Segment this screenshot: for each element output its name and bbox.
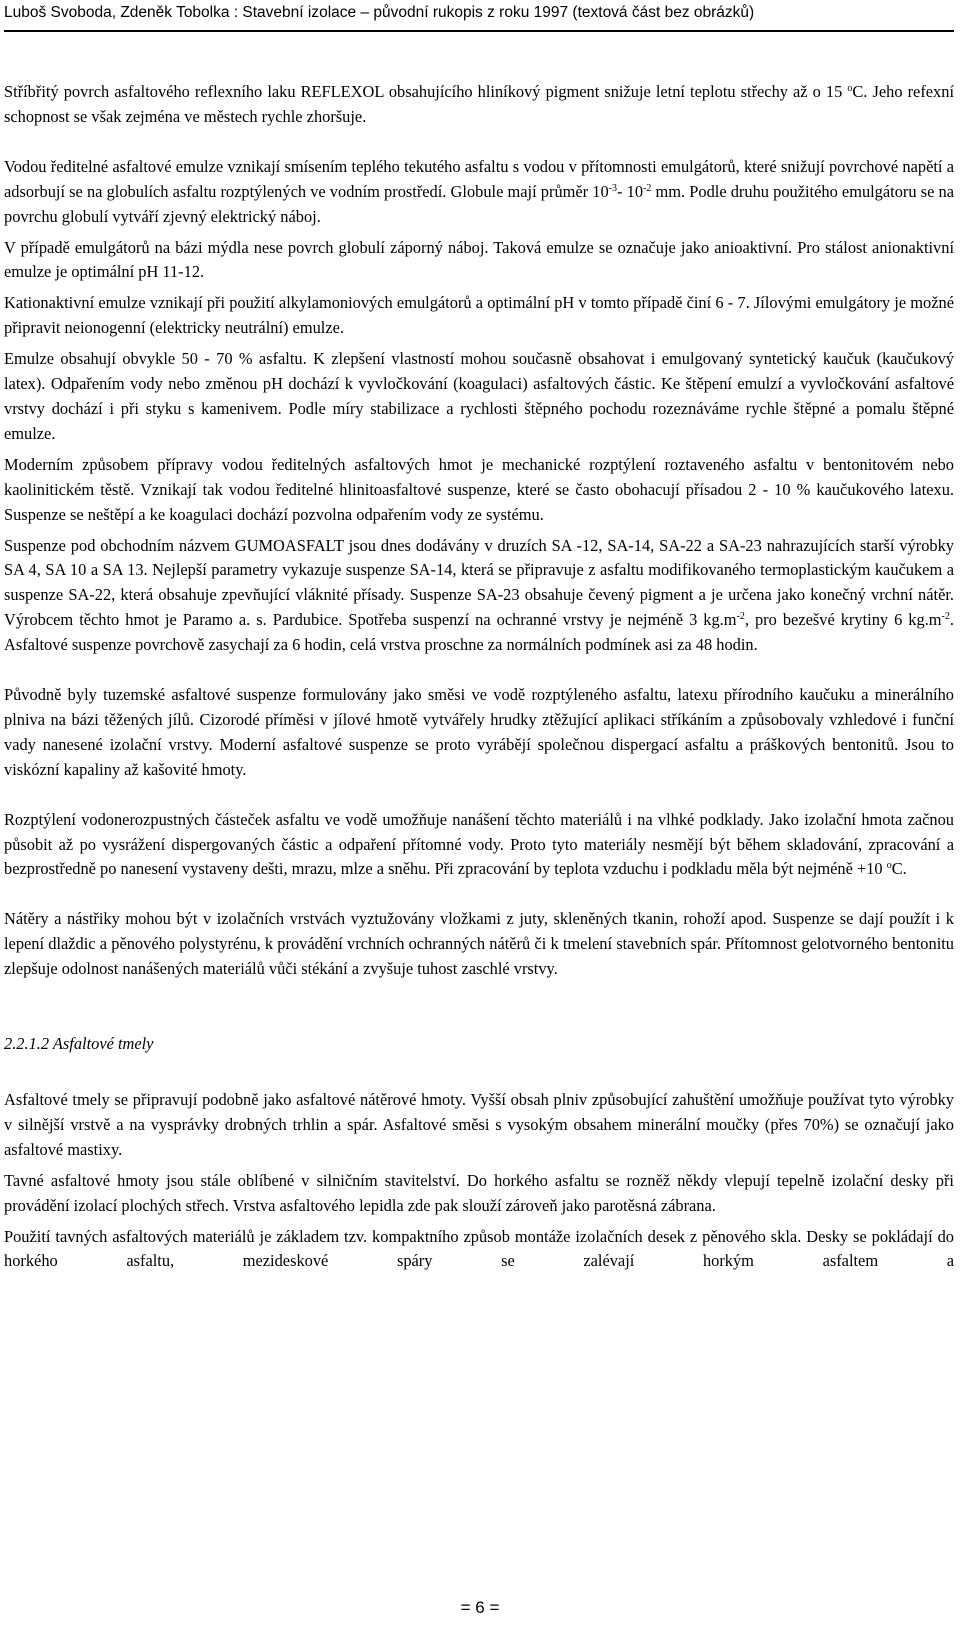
exponent-superscript: -2 <box>736 611 745 623</box>
paragraph-foam-glass: Použití tavných asfaltových materiálů je základem tzv. kompaktního způsob montáže izolačních desek z pěnového skla. Desky se pokládají do horkého asfaltu, mezideskové spáry se zalévají horkým asfaltem a <box>4 1226 954 1271</box>
paragraph-asphalt-putties: Asfaltové tmely se připravují podobně jako asfaltové nátěrové hmoty. Vyšší obsah plniv způsobující zahuštění umožňuje používat tyto výrobky v silnější vrstvě a na vysprávky drobných trhlin a spár. Asfaltové směsi s vysokým obsahem minerální moučky (přes 70%) se označují jako asfaltové mastixy. <box>4 1090 954 1159</box>
paragraph-emulsions: Vodou ředitelné asfaltové emulze vznikají smísením teplého tekutého asfaltu s vodou v přítomnosti emulgátorů, které snižují povrchové napětí a adsorbují se na globulích asfaltu rozptýlených ve vodním prostředí. Globule mají průměr $10^{-3}-$ $10^{-2}$ mm. Podle druhu použitého emulgátoru se na povrchu globulí vytváří zjevný elektrický náboj. <box>4 156 954 226</box>
paragraph-modern-preparation: Moderním způsobem přípravy vodou ředitelných asfaltových hmot je mechanické rozptýlení roztaveného asfaltu v bentonitovém nebo kaolinitickém těstě. Vznikají tak vodou ředitelné hlinitoasfaltové suspenze, které se často obohacují přísadou 2 - 10 % kaučukového latexu. Suspenze se neštěpí a ke koagulaci dochází pozvolna odpařením vody ze systému. <box>4 454 954 524</box>
running-header <box>4 4 954 22</box>
paragraph-original-suspensions: Původně byly tuzemské asfaltové suspenze formulovány jako směsi ve vodě rozptýleného asfaltu, latexu přírodního kaučuku a minerálního plniva na bázi těžených jílů. Cizorodé příměsi v jílové hmotě vytvářely hrudky ztěžující aplikaci stříkáním a způsobovaly vzhledové i funční vady nanesené izolační vrstvy. Moderní asfaltové suspenze se proto vyrábějí společnou dispergací asfaltu a práškových bentonitů. Jsou to viskózní kapaliny až kašovité hmoty. <box>4 685 954 779</box>
exponent-superscript: -2 <box>643 182 652 194</box>
paragraph-gumoasfalt: Suspenze pod obchodním názvem GUMOASFALT jsou dnes dodávány v druzích SA -12, SA-14, SA-22 a SA-23 nahrazujících starší výrobky SA 4, SA 10 a SA 13. Nejlepší parametry vykazuje suspenze SA-14, která se připravuje z asfaltu modifikovaného termoplastickým kaučukem a suspenze SA-22, která obsahuje zpevňující vláknité přísady. Suspenze SA-23 obsahuje čevený pigment a je určena jako konečný vrchní nátěr. Výrobcem těchto hmot je Paramo a. s. Pardubice. Spotřeba suspenzí na ochranné vrstvy je nejméně 3 $kg.m^{-2}$, pro bezešvé krytiny 6 $kg.m^{-2}$. Asfaltové suspenze povrchově zasychají za 6 hodin, celá vrstva proschne za normálních podmínek asi za 48 hodin. <box>4 535 954 655</box>
paragraph-dispersion: Rozptýlení vodonerozpustných částeček asfaltu ve vodě umožňuje nanášení těchto materiálů i na vlhké podklady. Jako izolační hmota začnou působit až po vysrážení dispergovaných částic a odpaření přítomné vody. Proto tyto materiály nesmějí být během skladování, zpracování a bezprostředně po nanesení vystaveny dešti, mrazu, mlze a sněhu. Při zpracování by teplota vzduchu i podkladu měla být nejméně +10 $^o$C. <box>4 809 954 879</box>
header-divider <box>4 30 954 32</box>
paragraph-reflexol: Stříbřitý povrch asfaltového reflexního laku REFLEXOL obsahujícího hliníkový pigment snižuje letní teplotu střechy až o 15 $^o$C. Jeho refexní schopnost se však zejména ve městech rychle zhoršuje. <box>4 82 954 126</box>
degree-superscript: o <box>886 860 892 872</box>
exponent-superscript: -2 <box>941 611 950 623</box>
paragraph-anionic: V případě emulgátorů na bázi mýdla nese povrch globulí záporný náboj. Taková emulze se označuje jako anioaktivní. Pro stálost anionaktivní emulze je optimální pH 11-12. <box>4 237 954 282</box>
degree-superscript: o <box>847 83 853 94</box>
paragraph-emulsion-content: Emulze obsahují obvykle 50 - 70 % asfaltu. K zlepšení vlastností mohou současně obsahovat i emulgovaný syntetický kaučuk (kaučukový latex). Odpařením vody nebo změnou pH dochází k vyvločkování (koagulaci) asfaltových částic. Ke štěpení emulzí a vyvločkování asfaltové vrstvy dochází i při styku s kamenivem. Podle míry stabilizace a rychlosti štěpného pochodu rozeznáváme rychle štěpné a pomalu štěpné emulze. <box>4 349 954 443</box>
paragraph-reinforcement: Nátěry a nástřiky mohou být v izolačních vrstvách vyztužovány vložkami z juty, skleněných tkanin, rohoží apod. Suspenze se dají použít i k lepení dlaždic a pěnového polystyrénu, k provádění vrchních ochranných nátěrů či k tmelení stavebních spár. Přítomnost gelotvorného bentonitu zlepšuje odolnost nanášených materiálů vůči stékání a zvyšuje tuhost zaschlé vrstvy. <box>4 909 954 979</box>
exponent-superscript: -3 <box>608 182 618 194</box>
document-body <box>4 80 954 1274</box>
section-heading: 2.2.1.2 Asfaltové tmely <box>4 1034 154 1054</box>
page-number: = 6 = <box>460 1598 500 1617</box>
header-title: Luboš Svoboda, Zdeněk Tobolka : Stavební izolace – původní rukopis z roku 1997 (textová část bez obrázků) <box>4 4 755 21</box>
paragraph-hot-melt: Tavné asfaltové hmoty jsou stále oblíbené v silničním stavitelství. Do horkého asfaltu se rozněž někdy vlepují tepelně izolační desky při provádění izolací plochých střech. Vrstva asfaltového lepidla zde pak slouží zároveň jako parotěsná zábrana. <box>4 1170 954 1215</box>
paragraph-cationic: Kationaktivní emulze vznikají při použití alkylamoniových emulgátorů a optimální pH v tomto případě činí 6 - 7. Jílovými emulgátory je možné připravit neionogenní (elektricky neutrální) emulze. <box>4 293 954 338</box>
